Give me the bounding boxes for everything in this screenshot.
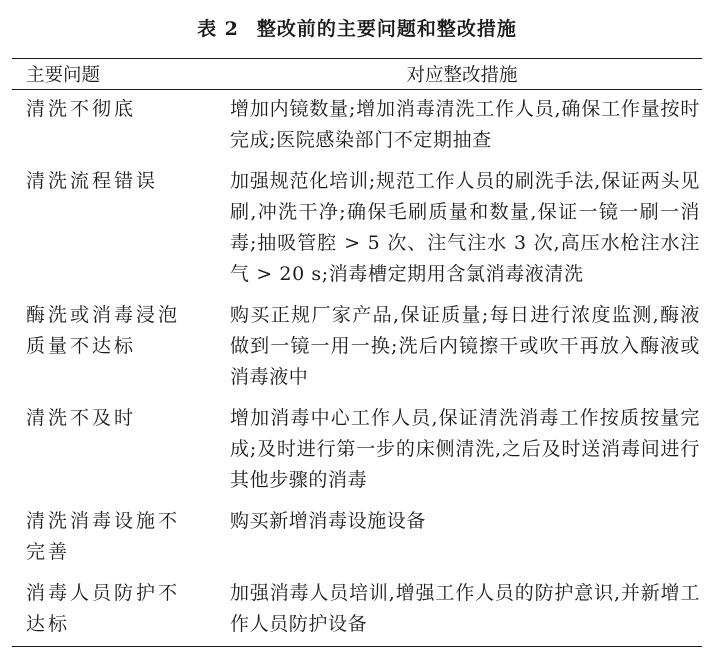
table-caption	[0, 14, 714, 41]
table-row	[12, 90, 702, 162]
table-row	[12, 296, 702, 399]
rectification-table	[12, 58, 702, 647]
bottom-rule	[12, 646, 702, 647]
measure-cell: 增加消毒中心工作人员,保证清洗消毒工作按质按量完成;及时进行第一步的床侧清洗,之后及时送消毒间进行其他步骤的消毒	[230, 407, 700, 491]
problem-cell: 清洗消毒设施不 完善	[26, 510, 181, 563]
measure-cell: 购买正规厂家产品,保证质量;每日进行浓度监测,酶液做到一镜一用一换;洗后内镜擦干或吹干再放入酶液或消毒液中	[230, 304, 700, 388]
problem-cell: 清洗不彻底	[26, 98, 137, 120]
table-header	[12, 59, 702, 89]
table-row	[12, 574, 702, 646]
measure-cell: 增加内镜数量;增加消毒清洗工作人员,确保工作量按时完成;医院感染部门不定期抽查	[230, 98, 700, 151]
header-problem: 主要问题	[26, 65, 101, 86]
measure-cell: 加强消毒人员培训,增强工作人员的防护意识,并新增工作人员防护设备	[230, 582, 700, 635]
table-number: 表 2	[197, 18, 239, 40]
table-row	[12, 399, 702, 502]
problem-cell: 消毒人员防护不 达标	[26, 582, 181, 635]
table-row	[12, 162, 702, 296]
problem-cell: 清洗流程错误	[26, 170, 159, 192]
table-title: 整改前的主要问题和整改措施	[256, 18, 517, 40]
measure-cell: 购买新增消毒设施设备	[230, 510, 427, 532]
table-row	[12, 502, 702, 574]
measure-cell: 加强规范化培训;规范工作人员的刷洗手法,保证两头见刷,冲洗干净;确保毛刷质量和数量,保证一镜一刷一消毒;抽吸管腔 > 5 次、注气注水 3 次,高压水枪注水注气 > 20 s;消毒槽定期用含氯消毒液清洗	[230, 170, 700, 285]
header-measure: 对应整改措施	[406, 65, 518, 86]
problem-cell: 清洗不及时	[26, 407, 137, 429]
problem-cell: 酶洗或消毒浸泡 质量不达标	[26, 304, 181, 357]
